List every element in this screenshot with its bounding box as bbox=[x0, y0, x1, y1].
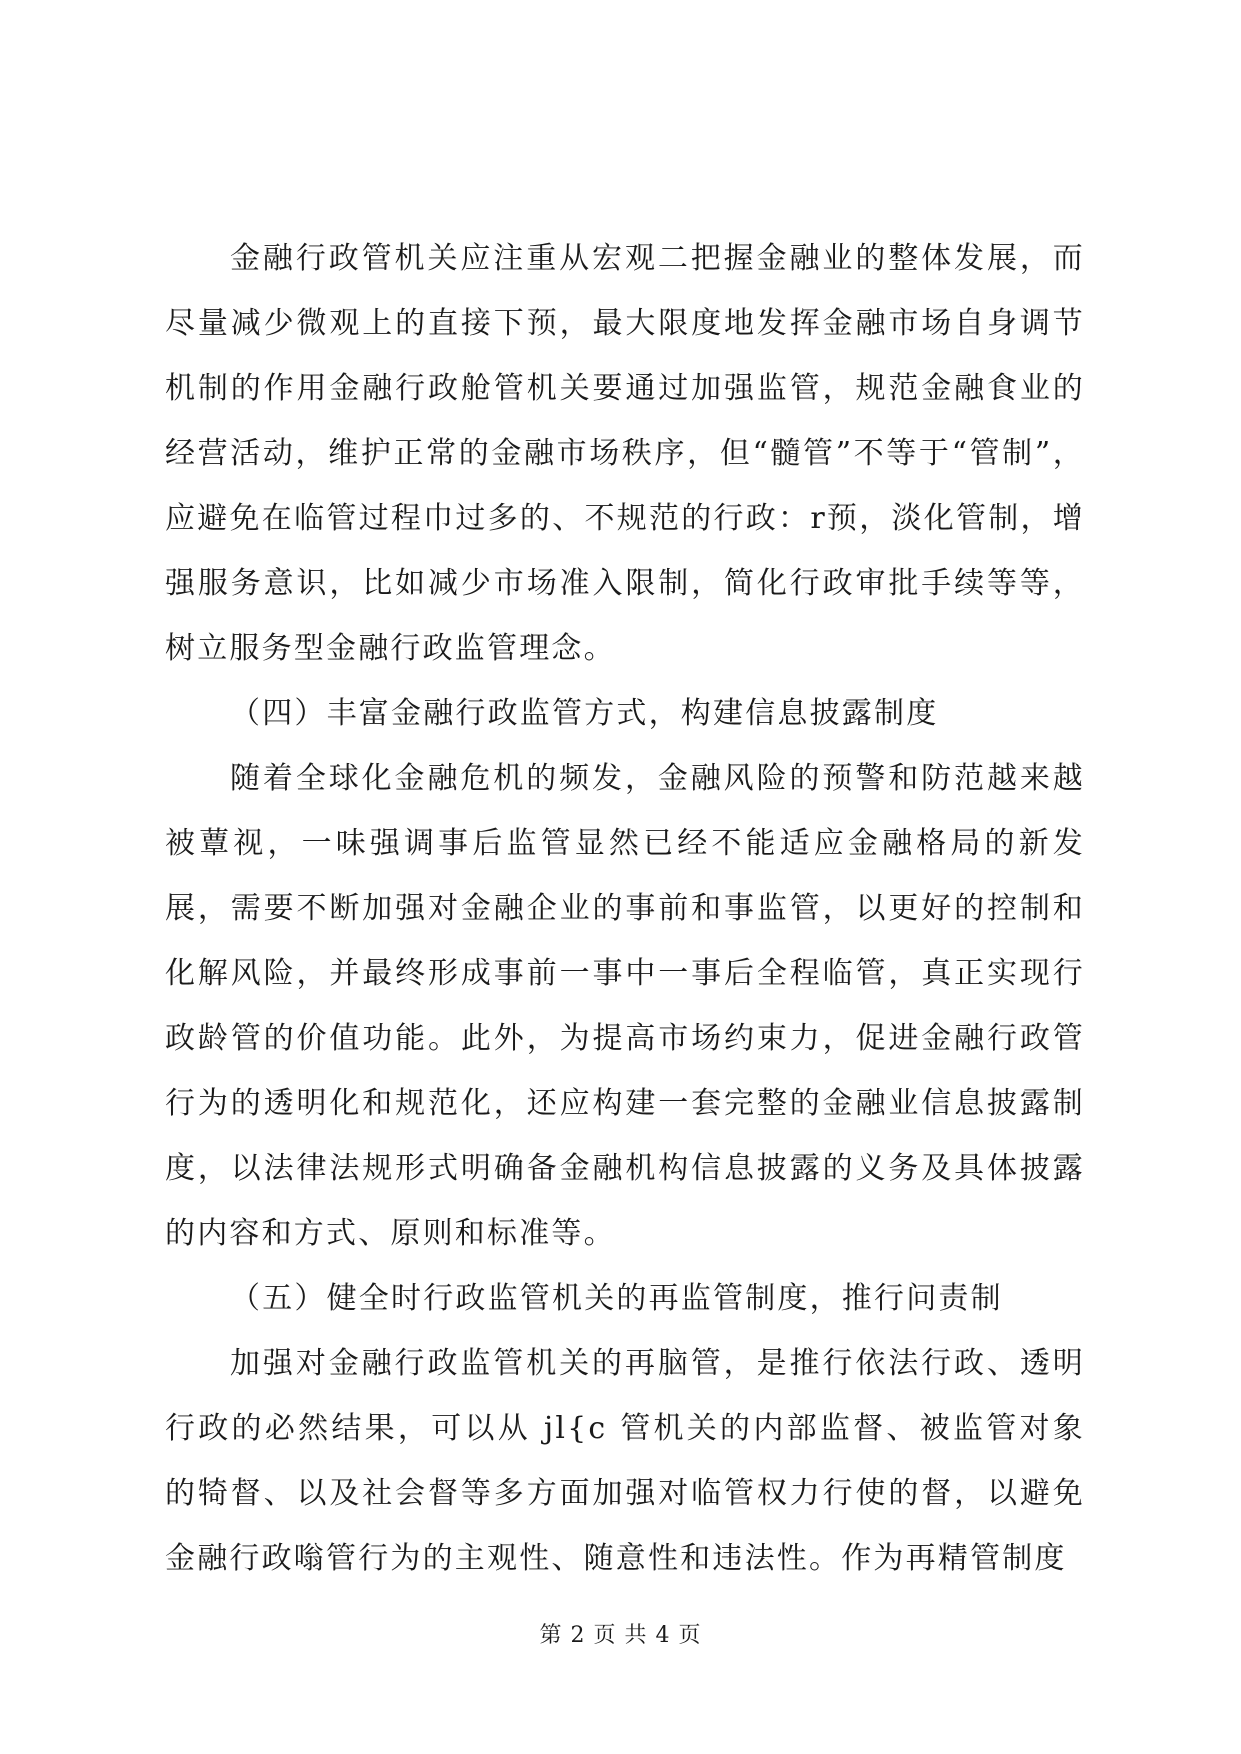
paragraph-3: 加强对金融行政监管机关的再脑管，是推行依法行政、透明行政的必然结果，可以从 jl{c 管机关的内部监督、被监管对象的犄督、以及社会督等多方面加强对临管权力行使的督，以避免金融行政嗡管行为的主观性、随意性和违法性。作为再精管制度 bbox=[165, 1346, 1085, 1576]
paragraph-1: 金融行政管机关应注重从宏观二把握金融业的整体发展，而尽量减少微观上的直接下预，最大限度地发挥金融市场自身调节机制的作用金融行政舱管机关要通过加强监管，规范金融食业的经营活动，维护正常的金融市场秩序，但“髓管”不等于“管制”，应避免在临管过程巾过多的、不规范的行政：r预，淡化管制，增强服务意识，比如减少市场准入限制，简化行政审批手续等等，树立服务型金融行政监管理念。 bbox=[165, 241, 1085, 666]
document-body bbox=[165, 226, 1085, 1591]
paragraph-2: 随着全球化金融危机的频发，金融风险的预警和防范越来越被蕈视，一味强调事后监管显然已经不能适应金融格局的新发展，需要不断加强对金融企业的事前和事监管，以更好的控制和化解风险，并最终形成事前一事中一事后全程临管，真正实现行政龄管的价值功能。此外，为提高市场约束力，促进金融行政管行为的透明化和规范化，还应构建一套完整的金融业信息披露制度，以法律法规形式明确备金融机构信息披露的义务及具体披露的内容和方式、原则和标准等。 bbox=[165, 761, 1085, 1251]
section-heading-5: （五）健全时行政监管机关的再监管制度，推行问责制 bbox=[230, 1281, 1003, 1316]
section-heading-4: （四）丰富金融行政监管方式，构建信息披露制度 bbox=[230, 696, 939, 731]
page-number-footer: 第 2 页 共 4 页 bbox=[539, 1623, 702, 1648]
